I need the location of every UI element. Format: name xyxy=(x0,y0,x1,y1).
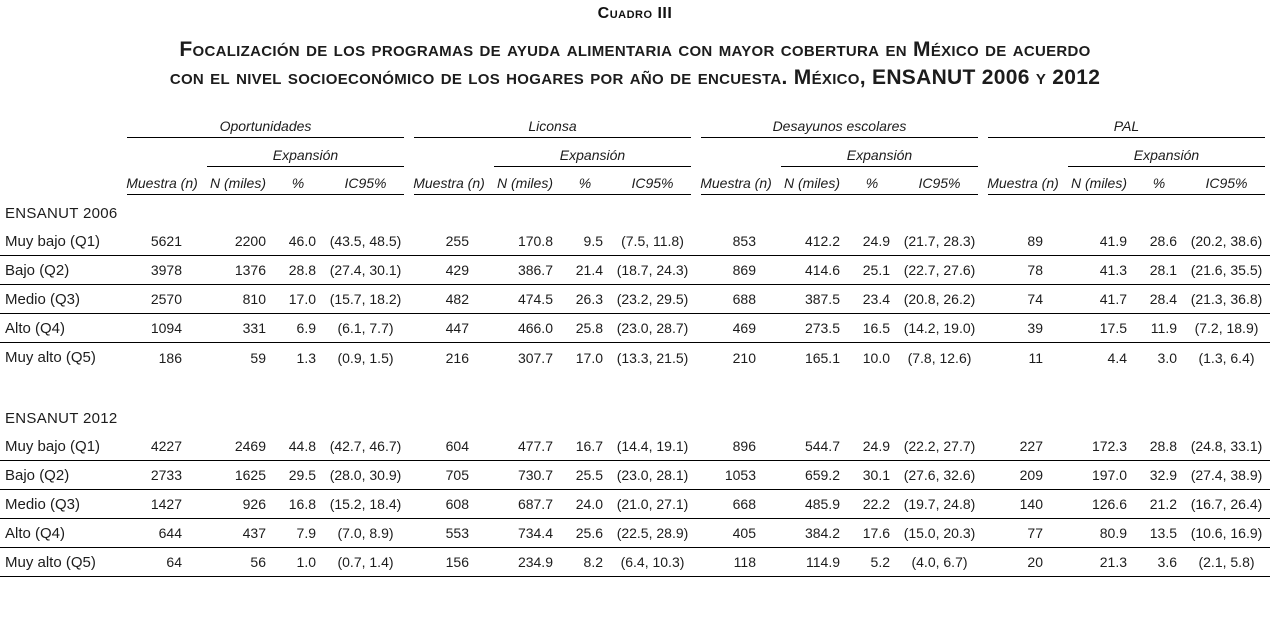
cell-ic95: (10.6, 16.9) xyxy=(1190,525,1263,541)
cell-muestra: 186 xyxy=(158,349,182,366)
cell-ic95: (23.2, 29.5) xyxy=(616,291,689,307)
cell-pct: 32.9 xyxy=(1149,467,1177,483)
cell-n-miles: 41.7 xyxy=(1099,291,1127,307)
cell-pct: 9.5 xyxy=(583,233,603,249)
table-row xyxy=(0,285,1270,314)
cell-ic95: (27.4, 30.1) xyxy=(329,262,402,278)
cell-muestra: 78 xyxy=(1027,262,1043,278)
cell-pct: 28.8 xyxy=(1149,438,1177,454)
cell-n-miles: 172.3 xyxy=(1091,438,1127,454)
cell-ic95: (14.4, 19.1) xyxy=(616,438,689,454)
cell-n-miles: 659.2 xyxy=(804,467,840,483)
cell-n-miles: 810 xyxy=(242,291,266,307)
cell-n-miles: 21.3 xyxy=(1099,554,1127,570)
row-label: Muy alto (Q5) xyxy=(5,553,96,571)
cell-muestra: 2733 xyxy=(150,467,182,483)
cell-muestra: 608 xyxy=(445,496,469,512)
cell-ic95: (21.7, 28.3) xyxy=(903,233,976,249)
cell-ic95: (15.7, 18.2) xyxy=(329,291,402,307)
cell-n-miles: 2200 xyxy=(234,233,266,249)
cell-pct: 29.5 xyxy=(288,467,316,483)
cell-pct: 24.9 xyxy=(862,438,890,454)
cell-n-miles: 170.8 xyxy=(517,233,553,249)
expansion-label: Expansión xyxy=(202,147,409,167)
cell-pct: 17.0 xyxy=(288,291,316,307)
cell-muestra: 140 xyxy=(1019,496,1043,512)
cell-n-miles: 41.9 xyxy=(1099,233,1127,249)
cell-ic95: (15.0, 20.3) xyxy=(903,525,976,541)
group-header-oportunidades: Oportunidades xyxy=(122,118,409,138)
cell-n-miles: 2469 xyxy=(234,438,266,454)
table-row xyxy=(0,227,1270,256)
cell-n-miles: 307.7 xyxy=(517,349,553,366)
cell-muestra: 604 xyxy=(445,438,469,454)
cell-muestra: 553 xyxy=(445,525,469,541)
cell-n-miles: 1625 xyxy=(234,467,266,483)
cell-ic95: (22.7, 27.6) xyxy=(903,262,976,278)
row-label: Muy alto (Q5) xyxy=(5,349,96,366)
row-label: Bajo (Q2) xyxy=(5,261,70,279)
cell-ic95: (0.7, 1.4) xyxy=(337,554,394,570)
cell-muestra: 1094 xyxy=(150,320,182,336)
cell-muestra: 210 xyxy=(732,349,756,366)
cell-pct: 1.0 xyxy=(296,554,316,570)
cell-pct: 16.5 xyxy=(862,320,890,336)
cell-ic95: (7.8, 12.6) xyxy=(907,349,972,366)
cell-ic95: (6.1, 7.7) xyxy=(337,320,394,336)
table-title-line-1: Focalización de los programas de ayuda alimentaria con mayor cobertura en México de acuerdo xyxy=(179,38,1091,61)
cell-muestra: 447 xyxy=(445,320,469,336)
cell-muestra: 20 xyxy=(1027,554,1043,570)
cell-pct: 23.4 xyxy=(862,291,890,307)
table-row xyxy=(0,490,1270,519)
title-block xyxy=(0,5,1270,92)
cell-pct: 24.9 xyxy=(862,233,890,249)
cell-pct: 25.6 xyxy=(575,525,603,541)
cell-muestra: 1427 xyxy=(150,496,182,512)
cell-muestra: 705 xyxy=(445,467,469,483)
section-label: ENSANUT 2012 xyxy=(5,410,118,427)
section-label: ENSANUT 2006 xyxy=(5,205,118,222)
expansion-label: Expansión xyxy=(1063,147,1270,167)
cell-ic95: (23.0, 28.1) xyxy=(616,467,689,483)
cell-pct: 3.6 xyxy=(1157,554,1177,570)
cell-muestra: 11 xyxy=(1028,349,1043,366)
cell-ic95: (22.5, 28.9) xyxy=(616,525,689,541)
cell-muestra: 482 xyxy=(445,291,469,307)
cell-ic95: (43.5, 48.5) xyxy=(329,233,402,249)
cell-pct: 28.1 xyxy=(1149,262,1177,278)
cell-n-miles: 80.9 xyxy=(1099,525,1127,541)
cell-muestra: 216 xyxy=(445,349,469,366)
cell-muestra: 644 xyxy=(158,525,182,541)
cell-pct: 7.9 xyxy=(296,525,316,541)
cell-pct: 8.2 xyxy=(583,554,603,570)
cell-n-miles: 41.3 xyxy=(1099,262,1127,278)
cell-pct: 30.1 xyxy=(862,467,890,483)
cell-n-miles: 17.5 xyxy=(1099,320,1127,336)
cell-pct: 25.8 xyxy=(575,320,603,336)
cell-ic95: (20.2, 38.6) xyxy=(1190,233,1263,249)
cell-pct: 6.9 xyxy=(296,320,316,336)
table-row xyxy=(0,256,1270,285)
cell-muestra: 156 xyxy=(445,554,469,570)
cell-ic95: (14.2, 19.0) xyxy=(903,320,976,336)
cell-n-miles: 730.7 xyxy=(517,467,553,483)
cell-n-miles: 1376 xyxy=(234,262,266,278)
cell-pct: 11.9 xyxy=(1150,320,1177,336)
section-gap xyxy=(0,372,1270,400)
cell-n-miles: 414.6 xyxy=(804,262,840,278)
cell-n-miles: 59 xyxy=(250,349,266,366)
cell-n-miles: 114.9 xyxy=(806,554,840,570)
cell-n-miles: 234.9 xyxy=(517,554,553,570)
cell-muestra: 4227 xyxy=(150,438,182,454)
row-label: Muy bajo (Q1) xyxy=(5,232,101,250)
cell-pct: 28.6 xyxy=(1149,233,1177,249)
col-header-ic95: IC95% xyxy=(631,175,674,191)
cell-ic95: (21.0, 27.1) xyxy=(616,496,689,512)
cell-ic95: (16.7, 26.4) xyxy=(1190,496,1263,512)
group-name-row xyxy=(0,114,1270,138)
cell-muestra: 2570 xyxy=(150,291,182,307)
cell-ic95: (1.3, 6.4) xyxy=(1198,349,1255,366)
cell-ic95: (23.0, 28.7) xyxy=(616,320,689,336)
group-header-desayunos-escolares: Desayunos escolares xyxy=(696,118,983,138)
col-header-n-miles: N (miles) xyxy=(1071,175,1127,191)
cell-n-miles: 687.7 xyxy=(517,496,553,512)
row-label: Alto (Q4) xyxy=(5,319,66,337)
cell-n-miles: 331 xyxy=(242,320,266,336)
cell-muestra: 64 xyxy=(166,554,182,570)
col-header-muestra: Muestra (n) xyxy=(700,175,772,191)
cell-ic95: (7.5, 11.8) xyxy=(621,233,684,249)
cell-n-miles: 437 xyxy=(242,525,266,541)
cell-muestra: 227 xyxy=(1019,438,1043,454)
col-header-pct: % xyxy=(578,175,592,191)
cell-pct: 3.0 xyxy=(1157,349,1177,366)
cell-n-miles: 165.1 xyxy=(804,349,840,366)
cell-ic95: (15.2, 18.4) xyxy=(329,496,402,512)
cell-ic95: (42.7, 46.7) xyxy=(329,438,402,454)
cell-n-miles: 384.2 xyxy=(804,525,840,541)
cell-n-miles: 734.4 xyxy=(517,525,553,541)
col-header-ic95: IC95% xyxy=(1205,175,1248,191)
col-header-pct: % xyxy=(865,175,879,191)
row-label: Medio (Q3) xyxy=(5,495,81,513)
cell-pct: 44.8 xyxy=(288,438,316,454)
cell-ic95: (13.3, 21.5) xyxy=(616,349,689,366)
table-number: Cuadro III xyxy=(597,5,673,22)
cell-n-miles: 412.2 xyxy=(804,233,840,249)
group-header-pal: PAL xyxy=(983,118,1270,138)
col-header-ic95: IC95% xyxy=(918,175,961,191)
row-label: Medio (Q3) xyxy=(5,290,81,308)
cell-ic95: (27.6, 32.6) xyxy=(903,467,976,483)
cell-muestra: 39 xyxy=(1027,320,1043,336)
table-row xyxy=(0,548,1270,577)
col-header-n-miles: N (miles) xyxy=(784,175,840,191)
cell-ic95: (2.1, 5.8) xyxy=(1198,554,1255,570)
cell-ic95: (6.4, 10.3) xyxy=(620,554,685,570)
col-header-n-miles: N (miles) xyxy=(497,175,553,191)
col-header-pct: % xyxy=(1152,175,1166,191)
expansion-row xyxy=(0,138,1270,167)
cell-n-miles: 477.7 xyxy=(517,438,553,454)
cell-muestra: 469 xyxy=(732,320,756,336)
cell-pct: 22.2 xyxy=(862,496,890,512)
cell-ic95: (18.7, 24.3) xyxy=(616,262,689,278)
cell-ic95: (28.0, 30.9) xyxy=(329,467,402,483)
table-body xyxy=(0,195,1270,577)
cell-pct: 1.3 xyxy=(296,349,316,366)
cell-muestra: 77 xyxy=(1027,525,1043,541)
cell-muestra: 429 xyxy=(445,262,469,278)
cell-pct: 26.3 xyxy=(575,291,603,307)
cell-pct: 28.8 xyxy=(288,262,316,278)
cell-ic95: (27.4, 38.9) xyxy=(1190,467,1263,483)
cell-pct: 28.4 xyxy=(1149,291,1177,307)
cell-muestra: 5621 xyxy=(150,233,182,249)
column-header-row xyxy=(0,167,1270,195)
cell-pct: 17.6 xyxy=(862,525,890,541)
cell-n-miles: 386.7 xyxy=(517,262,553,278)
cell-pct: 17.0 xyxy=(575,349,603,366)
cell-muestra: 1053 xyxy=(724,467,756,483)
cell-n-miles: 4.4 xyxy=(1107,349,1127,366)
col-header-ic95: IC95% xyxy=(344,175,387,191)
row-label: Muy bajo (Q1) xyxy=(5,437,101,455)
table-title-line-2: con el nivel socioeconómico de los hogares por año de encuesta. México, ENSANUT 2006 y 2012 xyxy=(169,66,1101,89)
col-header-muestra: Muestra (n) xyxy=(413,175,485,191)
cell-muestra: 74 xyxy=(1027,291,1043,307)
cell-pct: 5.2 xyxy=(870,554,890,570)
cell-pct: 24.0 xyxy=(575,496,603,512)
cell-muestra: 89 xyxy=(1027,233,1043,249)
cell-n-miles: 126.6 xyxy=(1091,496,1127,512)
cell-n-miles: 273.5 xyxy=(804,320,840,336)
cell-n-miles: 56 xyxy=(250,554,266,570)
cell-n-miles: 474.5 xyxy=(517,291,553,307)
cell-ic95: (7.0, 8.9) xyxy=(337,525,394,541)
cell-pct: 25.5 xyxy=(575,467,603,483)
cell-pct: 46.0 xyxy=(288,233,316,249)
row-label: Bajo (Q2) xyxy=(5,466,70,484)
cell-pct: 25.1 xyxy=(862,262,890,278)
cell-ic95: (22.2, 27.7) xyxy=(903,438,976,454)
cell-muestra: 896 xyxy=(732,438,756,454)
cell-n-miles: 926 xyxy=(242,496,266,512)
cell-muestra: 209 xyxy=(1019,467,1043,483)
expansion-label: Expansión xyxy=(776,147,983,167)
cell-muestra: 118 xyxy=(733,554,756,570)
table-row xyxy=(0,432,1270,461)
cell-muestra: 668 xyxy=(732,496,756,512)
cell-ic95: (21.6, 35.5) xyxy=(1190,262,1263,278)
table-row xyxy=(0,519,1270,548)
table-row xyxy=(0,461,1270,490)
cell-pct: 16.7 xyxy=(575,438,603,454)
cell-pct: 10.0 xyxy=(862,349,890,366)
cell-n-miles: 544.7 xyxy=(804,438,840,454)
cell-ic95: (24.8, 33.1) xyxy=(1190,438,1263,454)
col-header-muestra: Muestra (n) xyxy=(126,175,198,191)
col-header-pct: % xyxy=(291,175,305,191)
cell-n-miles: 466.0 xyxy=(517,320,553,336)
cell-ic95: (21.3, 36.8) xyxy=(1190,291,1263,307)
cell-n-miles: 197.0 xyxy=(1091,467,1127,483)
group-header-liconsa: Liconsa xyxy=(409,118,696,138)
cell-muestra: 869 xyxy=(732,262,756,278)
cell-muestra: 405 xyxy=(732,525,756,541)
expansion-label: Expansión xyxy=(489,147,696,167)
cell-muestra: 255 xyxy=(445,233,469,249)
section-header-row xyxy=(0,195,1270,227)
cell-ic95: (0.9, 1.5) xyxy=(337,349,394,366)
cell-pct: 21.4 xyxy=(575,262,603,278)
cell-pct: 13.5 xyxy=(1149,525,1177,541)
cell-muestra: 3978 xyxy=(150,262,182,278)
table-row xyxy=(0,314,1270,343)
cell-ic95: (7.2, 18.9) xyxy=(1194,320,1259,336)
data-table xyxy=(0,114,1270,577)
row-label: Alto (Q4) xyxy=(5,524,66,542)
cell-ic95: (20.8, 26.2) xyxy=(903,291,976,307)
cell-ic95: (19.7, 24.8) xyxy=(903,496,976,512)
cell-pct: 16.8 xyxy=(288,496,316,512)
cell-n-miles: 485.9 xyxy=(804,496,840,512)
table-row xyxy=(0,343,1270,372)
col-header-muestra: Muestra (n) xyxy=(987,175,1059,191)
col-header-n-miles: N (miles) xyxy=(210,175,266,191)
cell-ic95: (4.0, 6.7) xyxy=(911,554,968,570)
cell-pct: 21.2 xyxy=(1149,496,1177,512)
cell-muestra: 853 xyxy=(732,233,756,249)
cell-muestra: 688 xyxy=(732,291,756,307)
cell-n-miles: 387.5 xyxy=(804,291,840,307)
section-header-row xyxy=(0,400,1270,432)
